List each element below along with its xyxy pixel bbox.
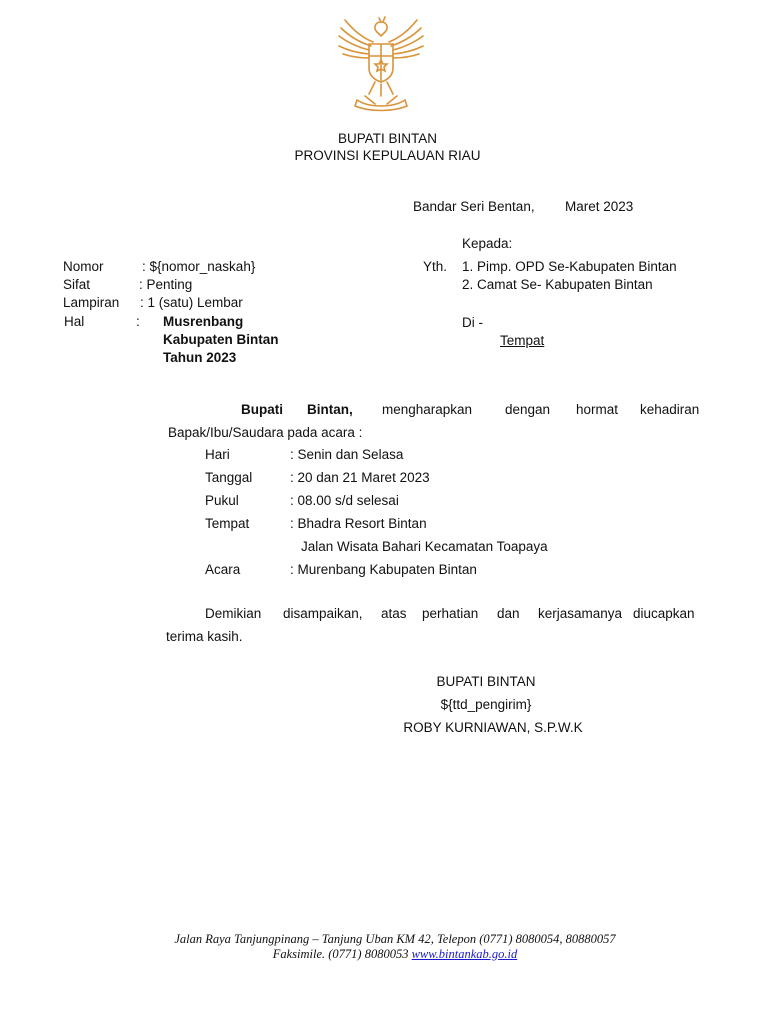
signature-placeholder: ${ttd_pengirim} (440, 697, 532, 712)
detail-value-acara: : Murenbang Kabupaten Bintan (290, 562, 477, 577)
detail-label-pukul: Pukul (205, 493, 239, 508)
place: Bandar Seri Bentan, (413, 199, 535, 214)
hal-label: Hal (64, 314, 85, 329)
website-link[interactable]: www.bintankab.go.id (411, 947, 518, 961)
opening-line2: Bapak/Ibu/Saudara pada acara : (168, 425, 363, 440)
closing-line2: terima kasih. (166, 629, 243, 644)
yth-label: Yth. (423, 259, 448, 274)
opening-word: Bintan, (307, 402, 353, 417)
hal-line: Musrenbang (163, 314, 244, 329)
lampiran-label: Lampiran (63, 295, 120, 310)
detail-label-hari: Hari (205, 447, 230, 462)
detail-label-acara: Acara (205, 562, 241, 577)
closing-word: perhatian (422, 606, 479, 621)
letterhead-subtitle: PROVINSI KEPULAUAN RIAU (294, 148, 481, 163)
di-label: Di - (462, 315, 483, 330)
opening-word: mengharapkan (382, 402, 473, 417)
detail-label-tempat: Tempat (205, 516, 250, 531)
detail-label-tanggal: Tanggal (205, 470, 253, 485)
kepada-label: Kepada: (462, 236, 513, 251)
closing-word: diucapkan (633, 606, 695, 621)
detail-value-hari: : Senin dan Selasa (290, 447, 404, 462)
lampiran-value: : 1 (satu) Lembar (140, 295, 243, 310)
letter-date: Maret 2023 (565, 199, 634, 214)
hal-line: Tahun 2023 (163, 350, 237, 365)
hal-colon: : (136, 314, 140, 329)
footer-contact (0, 946, 768, 962)
detail-value-tanggal: : 20 dan 21 Maret 2023 (290, 470, 430, 485)
letterhead-title: BUPATI BINTAN (337, 131, 437, 146)
footer-address: Jalan Raya Tanjungpinang – Tanjung Uban KM 42, Telepon (0771) 8080054, 80880057 (174, 932, 616, 946)
nomor-value: : ${nomor_naskah} (142, 259, 256, 274)
detail-value-pukul: : 08.00 s/d selesai (290, 493, 399, 508)
detail-value-tempat: : Bhadra Resort Bintan (290, 516, 427, 531)
closing-word: disampaikan, (283, 606, 363, 621)
closing-word: dan (497, 606, 520, 621)
tempat-label: Tempat (500, 333, 545, 348)
signatory-name: ROBY KURNIAWAN, S.P.W.K (403, 720, 583, 735)
nomor-label: Nomor (63, 259, 104, 274)
signature-title: BUPATI BINTAN (436, 674, 536, 689)
garuda-emblem-icon (335, 14, 427, 112)
detail-value-address: Jalan Wisata Bahari Kecamatan Toapaya (301, 539, 548, 554)
sifat-label: Sifat (63, 277, 91, 292)
closing-word: atas (381, 606, 407, 621)
closing-word: Demikian (205, 606, 262, 621)
hal-line: Kabupaten Bintan (163, 332, 279, 347)
closing-word: kerjasamanya (538, 606, 623, 621)
opening-word: Bupati (241, 402, 283, 417)
recipient-item: 2. Camat Se- Kabupaten Bintan (462, 277, 653, 292)
opening-word: kehadiran (640, 402, 700, 417)
opening-word: dengan (505, 402, 551, 417)
sifat-value: : Penting (139, 277, 193, 292)
opening-word: hormat (576, 402, 619, 417)
footer-fax: Faksimile. (0771) 8080053 (272, 947, 409, 961)
recipient-item: 1. Pimp. OPD Se-Kabupaten Bintan (462, 259, 677, 274)
